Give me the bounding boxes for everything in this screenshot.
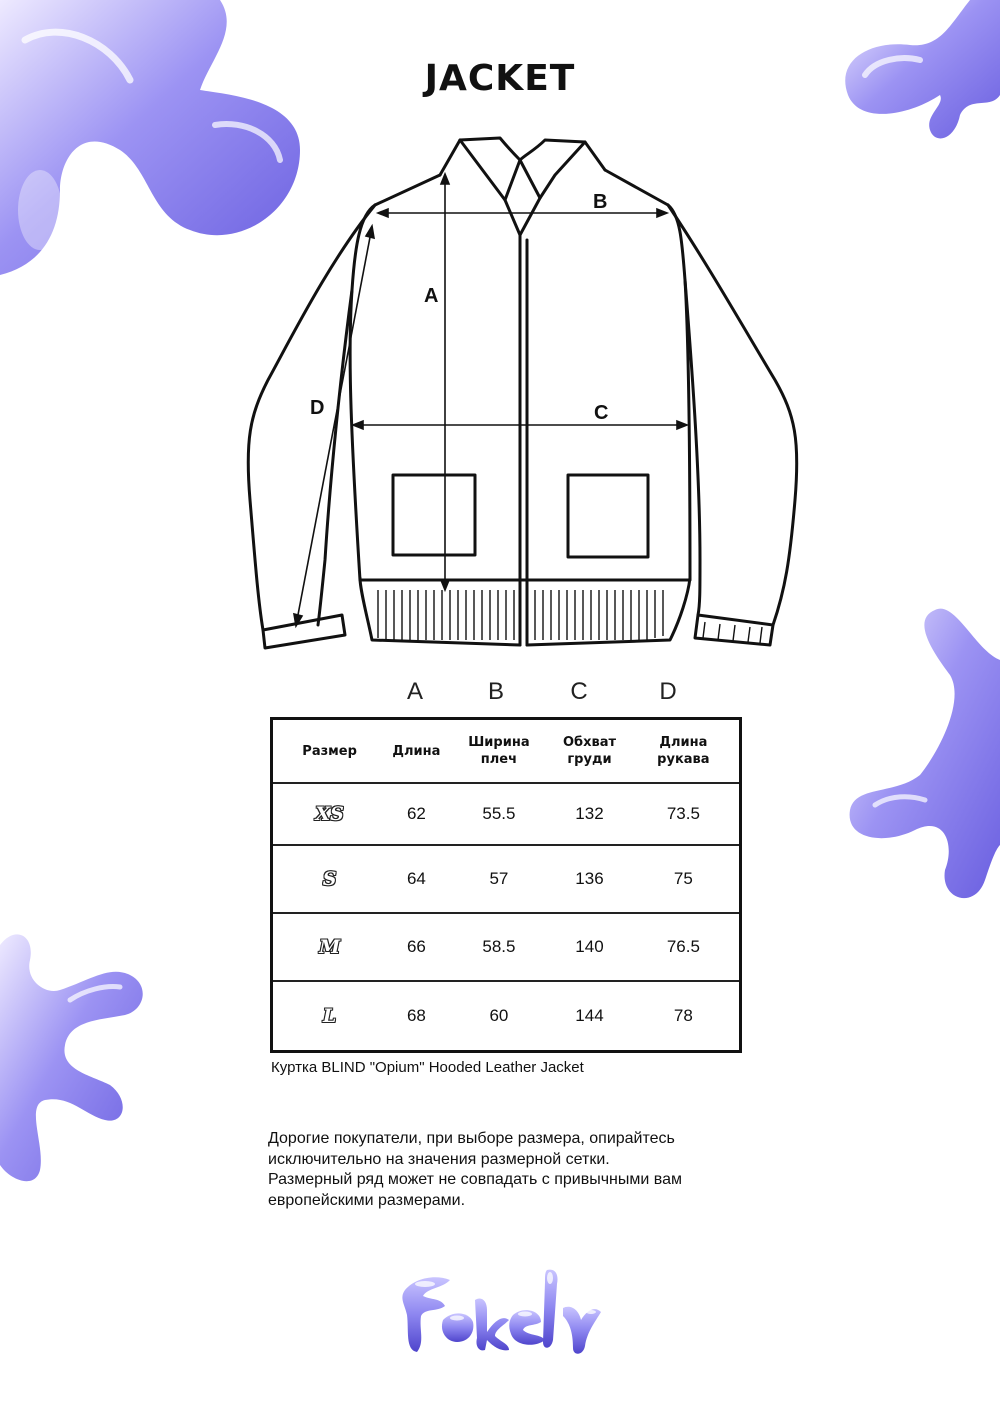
cell-chest: 132 (551, 783, 627, 845)
chrome-blob-left (0, 925, 160, 1185)
cell-shoulder-width: 58.5 (447, 913, 552, 981)
diagram-label-b: B (593, 191, 608, 213)
header-sleeve-length: Длина рукава (628, 719, 741, 784)
table-row (272, 783, 741, 845)
cell-sleeve-length: 76.5 (628, 913, 741, 981)
header-length: Длина (386, 719, 446, 784)
diagram-label-a: A (424, 285, 439, 307)
cell-chest: 144 (575, 1005, 604, 1025)
column-letter-a: A (406, 678, 423, 705)
cell-sleeve-length: 73.5 (628, 783, 741, 845)
cell-length: 62 (386, 783, 446, 845)
chrome-blob-right (845, 600, 1000, 910)
table-row (272, 913, 741, 981)
cell-length: 64 (386, 845, 446, 913)
size-label: S (322, 868, 337, 890)
page-title: JACKET (424, 58, 576, 99)
jacket-diagram (230, 128, 820, 658)
note-line: исключительно на значения размерной сетки. (268, 1150, 610, 1168)
size-label: M (319, 936, 341, 958)
size-label: L (322, 1004, 337, 1027)
note-line: Размерный ряд может не совпадать с привычными вам (268, 1171, 682, 1188)
cell-length: 66 (386, 913, 446, 981)
note-line: европейскими размерами. (268, 1191, 466, 1209)
column-letter-d: D (659, 678, 677, 705)
product-name: Куртка BLIND "Opium" Hooded Leather Jacket (271, 1059, 584, 1076)
cell-chest: 140 (551, 913, 627, 981)
column-letter-b: B (487, 678, 504, 705)
brand-logo (395, 1260, 605, 1360)
diagram-label-d: D (310, 397, 325, 419)
size-note (268, 1129, 738, 1211)
cell-shoulder-width: 57 (447, 845, 552, 913)
table-header-row (272, 719, 741, 784)
brand-logo-text: Fakelg (498, 1358, 502, 1359)
cell-shoulder-width: 55.5 (447, 783, 552, 845)
column-letter-c: C (570, 678, 588, 705)
cell-sleeve-length: 75 (628, 845, 741, 913)
table-row (272, 845, 741, 913)
cell-sleeve-length: 78 (673, 1005, 693, 1025)
cell-length: 68 (406, 1005, 426, 1025)
header-shoulder-width: Ширина плеч (447, 719, 552, 784)
note-line: Дорогие покупатели, при выборе размера, опирайтесь (268, 1130, 675, 1147)
header-chest: Обхват груди (551, 719, 627, 784)
size-label: XS (315, 803, 344, 825)
diagram-label-c: C (594, 402, 609, 424)
cell-chest: 136 (551, 845, 627, 913)
size-table (270, 717, 742, 1053)
cell-shoulder-width: 60 (489, 1005, 509, 1025)
header-size: Размер (272, 719, 387, 784)
table-row (272, 981, 741, 1051)
